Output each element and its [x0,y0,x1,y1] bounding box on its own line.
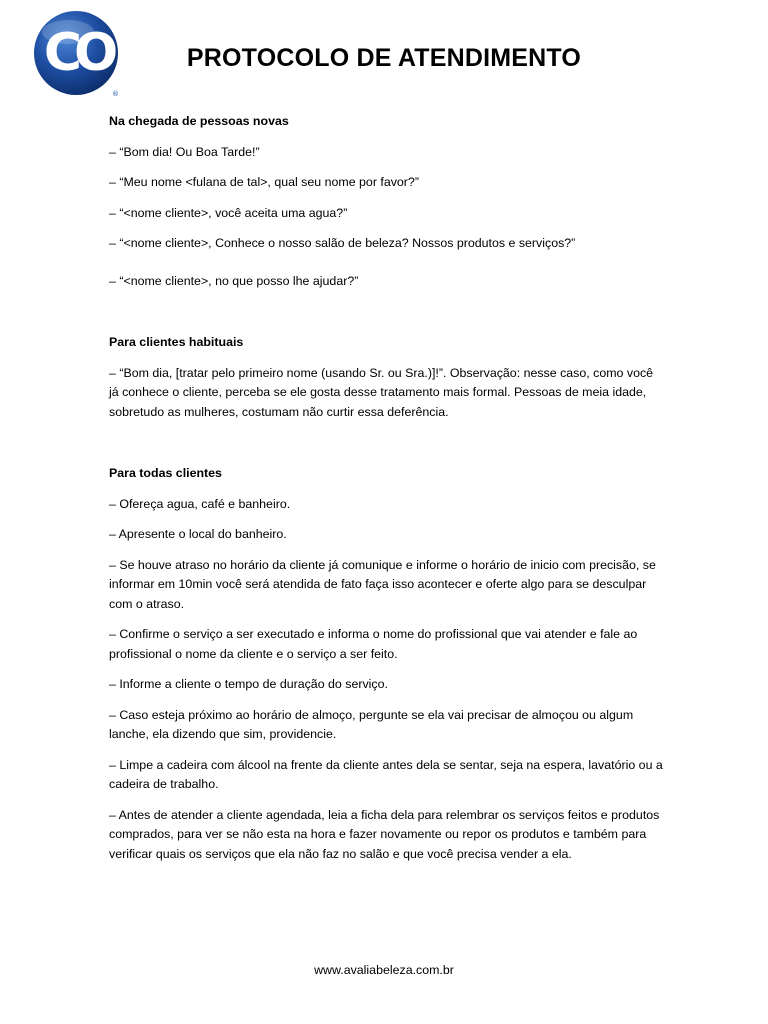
list-item: – Antes de atender a cliente agendada, leia a ficha dela para relembrar os serviços feitos e produtos comprados, para ver se não esta na hora e fazer novamente ou repor os produtos e também para verificar quais os serviços que ela não faz no salão e que você precisa vender a ela. [109,807,660,861]
list-item: – “<nome cliente>, Conhece o nosso salão de beleza? Nossos produtos e serviços?” [109,236,576,250]
footer-url: www.avaliabeleza.com.br [314,963,454,977]
list-item: – Confirme o serviço a ser executado e informa o nome do profissional que vai atender e fale ao profissional o nome da cliente e o serviço a ser feito. [109,627,638,661]
list-item: – “Meu nome <fulana de tal>, qual seu nome por favor?” [109,175,419,189]
logo-text: CO [43,23,111,83]
section-heading: Para todas clientes [109,466,222,480]
list-item: – Informe a cliente o tempo de duração do serviço. [109,677,388,691]
page-title: PROTOCOLO DE ATENDIMENTO [186,44,582,72]
list-item: – “<nome cliente>, no que posso lhe ajudar?” [109,273,359,288]
section-heading: Para clientes habituais [109,335,244,349]
list-item: – “Bom dia! Ou Boa Tarde!” [109,144,260,159]
list-item: – “<nome cliente>, você aceita uma agua?” [109,205,348,220]
list-item: – Apresente o local do banheiro. [109,527,287,541]
list-item: – Limpe a cadeira com álcool na frente da cliente antes dela se sentar, seja na espera, lavatório ou a cadeira de trabalho. [109,757,663,791]
section-heading: Na chegada de pessoas novas [109,114,289,128]
list-item: – “Bom dia, [tratar pelo primeiro nome (usando Sr. ou Sra.)]!”. Observação: nesse caso, como você já conhece o cliente, perceba se ele gosta desse tratamento mais formal. Pessoas de meia idade, sobretudo as mulheres, costumam não curtir essa deferência. [109,365,654,419]
registered-mark: ® [112,90,119,98]
list-item: – Ofereça agua, café e banheiro. [109,496,291,511]
document-body [109,112,664,864]
list-item: – Caso esteja próximo ao horário de almoço, pergunte se ela vai precisar de almoçou ou algum lanche, ela dizendo que sim, providencie. [109,707,634,741]
list-item: – Se houve atraso no horário da cliente já comunique e informe o horário de inicio com precisão, se informar em 10min você será atendida de fato faça isso acontecer e oferte algo para se desculpar com o atraso. [109,557,656,611]
